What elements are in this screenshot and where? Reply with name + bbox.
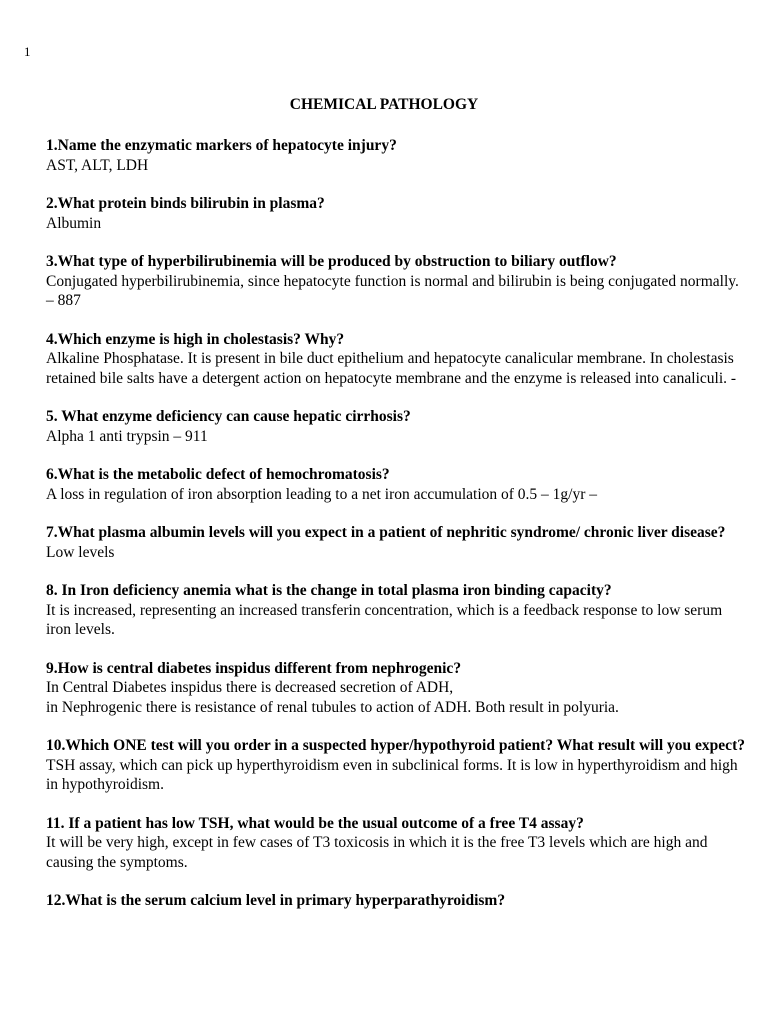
answer: Low levels: [46, 543, 115, 561]
answer: In Central Diabetes inspidus there is decreased secretion of ADH, in Nephrogenic there is resistance of renal tubules to action of ADH. Both result in polyuria.: [46, 679, 619, 716]
question: 6.What is the metabolic defect of hemochromatosis?: [46, 466, 390, 483]
question: 8. In Iron deficiency anemia what is the change in total plasma iron binding capacity?: [46, 582, 612, 599]
qa-item: [46, 465, 746, 504]
qa-item: [46, 814, 746, 873]
question: 4.Which enzyme is high in cholestasis? Why?: [46, 330, 345, 348]
page-number: 1: [24, 44, 31, 59]
answer: TSH assay, which can pick up hyperthyroidism even in subclinical forms. It is low in hyperthyroidism and high in hypothyroidism.: [46, 756, 738, 793]
answer: AST, ALT, LDH: [46, 156, 149, 174]
answer: A loss in regulation of iron absorption leading to a net iron accumulation of 0.5 – 1g/yr –: [46, 485, 598, 503]
qa-item: [46, 581, 746, 640]
answer: Conjugated hyperbilirubinemia, since hepatocyte function is normal and bilirubin is being conjugated normally. – 887: [46, 272, 739, 309]
question: 10.Which ONE test will you order in a suspected hyper/hypothyroid patient? What result will you expect?: [46, 737, 745, 754]
qa-item: [46, 891, 746, 911]
qa-item: [46, 523, 746, 562]
qa-list: [46, 136, 746, 930]
answer: It is increased, representing an increased transferin concentration, which is a feedback response to low serum iron levels.: [46, 601, 723, 638]
qa-item: [46, 330, 746, 389]
question: 12.What is the serum calcium level in primary hyperparathyroidism?: [46, 892, 506, 909]
answer: Alkaline Phosphatase. It is present in bile duct epithelium and hepatocyte canalicular membrane. In cholestasis retained bile salts have a detergent action on hepatocyte membrane and the enzyme is released into canaliculi. -: [46, 350, 737, 387]
qa-item: [46, 736, 746, 795]
qa-item: [46, 252, 746, 311]
question: 1.Name the enzymatic markers of hepatocyte injury?: [46, 137, 397, 154]
qa-item: [46, 659, 746, 718]
qa-item: [46, 194, 746, 233]
answer: Alpha 1 anti trypsin – 911: [46, 427, 208, 445]
qa-item: [46, 407, 746, 446]
qa-item: [46, 136, 746, 175]
question: 9.How is central diabetes inspidus different from nephrogenic?: [46, 659, 462, 677]
question: 5. What enzyme deficiency can cause hepatic cirrhosis?: [46, 408, 411, 425]
question: 7.What plasma albumin levels will you expect in a patient of nephritic syndrome/ chronic liver disease?: [46, 524, 726, 541]
question: 11. If a patient has low TSH, what would be the usual outcome of a free T4 assay?: [46, 814, 584, 832]
question: 3.What type of hyperbilirubinemia will be produced by obstruction to biliary outflow?: [46, 253, 617, 270]
question: 2.What protein binds bilirubin in plasma?: [46, 195, 325, 212]
document-title: CHEMICAL PATHOLOGY: [289, 96, 479, 113]
answer: It will be very high, except in few cases of T3 toxicosis in which it is the free T3 levels which are high and causing the symptoms.: [46, 834, 708, 871]
answer: Albumin: [46, 214, 102, 232]
